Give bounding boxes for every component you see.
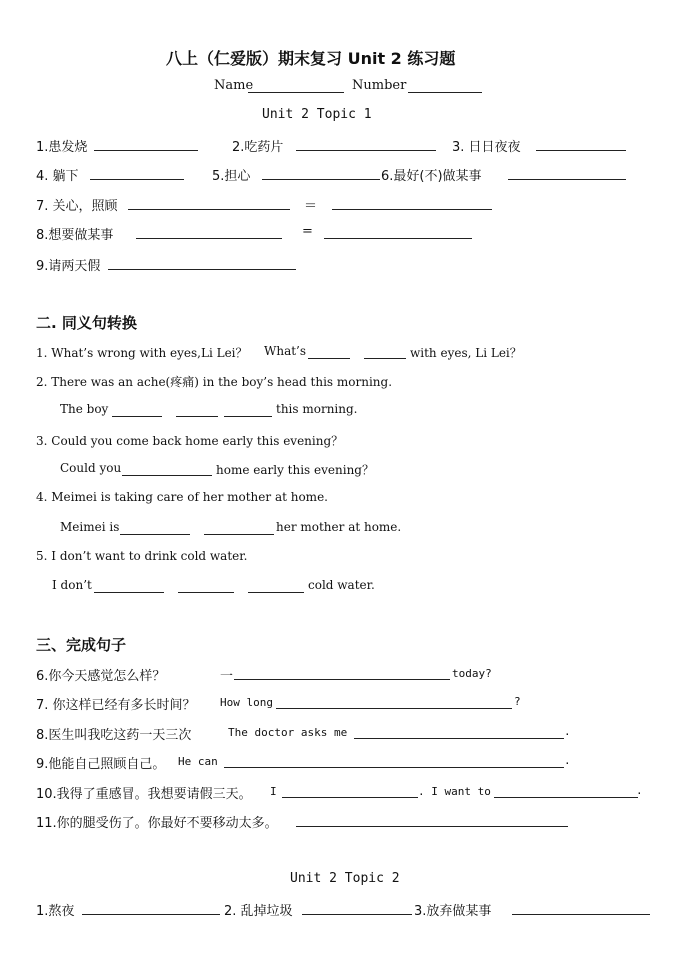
vocab-q7-blank-b[interactable] [332,193,492,210]
s3-q10-blank-a[interactable] [282,781,418,798]
s2-q3-answer-row [0,459,688,483]
s3-q10-row [0,781,688,805]
s3-q7-row [0,692,688,716]
s3-q9-text: 9.他能自己照顾自己。 [36,757,166,772]
s2-q5-row [0,547,688,571]
topic1-row [0,105,688,129]
s2-q1-blank-b[interactable] [364,342,406,359]
s2-q2-row [0,371,688,395]
s2-q1-end: with eyes, Li Lei？ [410,346,522,360]
vocab-row-1 [0,134,688,158]
s2-q3-start: Could you [60,461,122,475]
section3-heading-row [0,632,688,658]
vocab-q2-blank[interactable] [296,134,436,151]
s3-q7-text: 7. 你这样已经有多长时间？ [36,698,196,713]
vocab-row-5 [0,253,688,277]
page-title: 八上（仁爱版）期末复习 Unit 2 练习题 [166,49,456,68]
s3-q7-end: ? [514,695,521,708]
vocab-q8: 8.想要做某事 [36,228,114,243]
vocab-q7-equals: ＝ [304,199,318,214]
s3-q7-en: How long [220,696,273,709]
s3-q11-text: 11.你的腿受伤了。你最好不要移动太多。 [36,816,278,831]
vocab-q5: 5.担心 [212,169,251,184]
vocab-q1: 1.患发烧 [36,140,88,155]
vocab-row-2 [0,163,688,187]
s2-q2-blank-a[interactable] [112,400,162,417]
s2-q3-blank[interactable] [122,459,212,476]
number-blank[interactable] [408,76,482,93]
s2-q1-whats: What’s [264,344,307,358]
vocab-q9: 9.请两天假 [36,259,101,274]
s2-q2-start: The boy [60,402,109,416]
topic1-heading: Unit 2 Topic 1 [262,107,372,122]
s2-q1-blank-a[interactable] [308,342,350,359]
name-blank[interactable] [248,76,344,93]
s2-q1-text: 1. What’s wrong with eyes,Li Lei？ [36,346,248,360]
section2-heading: 二. 同义句转换 [36,314,137,332]
s3-q8-text: 8.医生叫我吃这药一天三次 [36,728,192,743]
s3-q6-end: today? [452,667,492,680]
s3-q10-end: . [636,784,643,797]
s3-q10-text: 10.我得了重感冒。我想要请假三天。 [36,787,252,802]
vocab-q4-blank[interactable] [90,163,184,180]
vocab-q8-blank-b[interactable] [324,222,472,239]
topic2-row [0,869,688,893]
number-label: Number [352,78,407,93]
s3-q7-blank[interactable] [276,692,512,709]
s3-q8-row [0,722,688,746]
s3-q6-blank[interactable] [234,663,450,680]
topic2-q3-blank[interactable] [512,898,650,915]
s2-q2-blank-b[interactable] [176,400,218,417]
s2-q5-text: 5. I don’t want to drink cold water. [36,549,248,563]
s2-q4-start: Meimei is [60,520,120,534]
vocab-q7-blank-a[interactable] [128,193,290,210]
s3-q8-end: . [564,725,571,738]
s3-q9-en: He can [178,755,218,768]
s2-q2-text: 2. There was an ache(疼痛) in the boy’s head this morning. [36,375,393,389]
topic2-q2: 2. 乱掉垃圾 [224,904,293,919]
name-number-row [0,76,688,100]
vocab-q6: 6.最好(不)做某事 [381,169,482,184]
s3-q9-end: . [564,754,571,767]
s3-q6-dash: 一 [220,669,234,684]
s2-q1-row [0,342,688,366]
s2-q5-start: I don’t [52,578,92,592]
s3-q10-en: I [270,785,277,798]
s2-q5-end: cold water. [308,578,375,592]
vocab-q4: 4. 躺下 [36,169,79,184]
s3-q6-text: 6.你今天感觉怎么样？ [36,669,166,684]
section2-heading-row [0,310,688,336]
vocab-q1-blank[interactable] [94,134,198,151]
s2-q3-row [0,430,688,454]
s3-q11-blank[interactable] [296,810,568,827]
vocab-q9-blank[interactable] [108,253,296,270]
s2-q3-text: 3. Could you come back home early this evening？ [36,434,344,448]
s2-q4-end: her mother at home. [276,520,402,534]
s2-q2-blank-c[interactable] [224,400,272,417]
s3-q6-row [0,663,688,687]
topic2-q2-blank[interactable] [302,898,412,915]
s3-q8-blank[interactable] [354,722,564,739]
s2-q5-answer-row [0,576,688,600]
section3-heading: 三、完成句子 [36,636,127,654]
vocab-row-4 [0,222,688,246]
s2-q4-row [0,488,688,512]
vocab-q8-blank-a[interactable] [136,222,282,239]
s3-q11-row [0,810,688,834]
vocab-q6-blank[interactable] [508,163,626,180]
s3-q9-row [0,751,688,775]
topic2-vocab-row [0,898,688,922]
s2-q3-end: home early this evening？ [216,463,374,477]
vocab-q3: 3. 日日夜夜 [452,140,521,155]
s3-q9-blank[interactable] [224,751,564,768]
s3-q10-mid: . I want to [418,785,491,798]
topic2-q3: 3.放弃做某事 [414,904,492,919]
s2-q5-blank-a[interactable] [94,576,164,593]
s2-q4-blank-a[interactable] [120,518,190,535]
vocab-q5-blank[interactable] [262,163,380,180]
topic2-heading: Unit 2 Topic 2 [290,871,400,886]
vocab-q7: 7. 关心，照顾 [36,199,118,214]
s2-q5-blank-c[interactable] [248,576,304,593]
s3-q8-en: The doctor asks me [228,726,348,739]
name-label: Name [214,78,254,93]
topic2-q1-blank[interactable] [82,898,220,915]
s3-q10-blank-b[interactable] [494,781,638,798]
vocab-row-3 [0,193,688,217]
s2-q5-blank-b[interactable] [178,576,234,593]
s2-q2-answer-row [0,400,688,424]
page-title-row [0,44,688,70]
s2-q4-blank-b[interactable] [204,518,274,535]
topic2-q1: 1.熬夜 [36,904,75,919]
s2-q2-end: this morning. [276,402,358,416]
vocab-q8-equals: = [302,224,313,239]
s2-q4-text: 4. Meimei is taking care of her mother at home. [36,490,328,504]
vocab-q3-blank[interactable] [536,134,626,151]
s2-q4-answer-row [0,518,688,542]
vocab-q2: 2.吃药片 [232,140,284,155]
